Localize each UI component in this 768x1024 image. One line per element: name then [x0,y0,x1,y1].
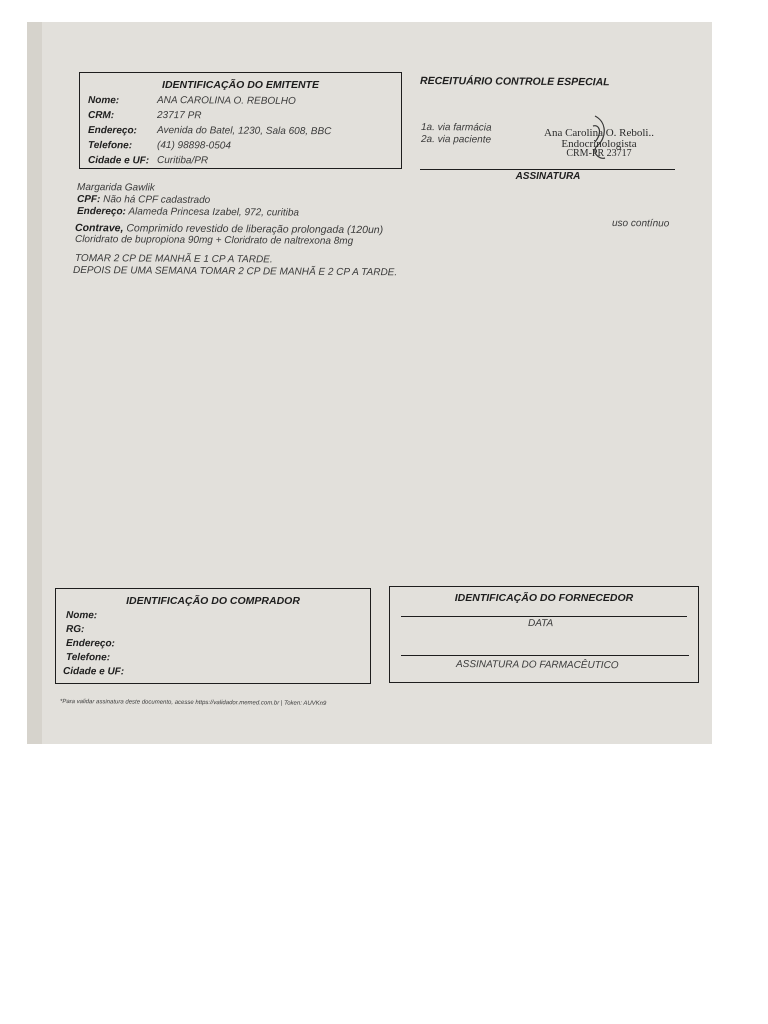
pharmacist-signature-line [401,655,689,656]
field-label: Endereço: [87,125,137,137]
drug-description: Comprimido revestido de liberação prolongada (120un) [126,222,384,237]
emitente-field-nome [88,96,119,106]
emitente-value-nome: ANA CAROLINA O. REBOLHO [156,95,296,107]
emitente-title: IDENTIFICAÇÃO DO EMITENTE [162,79,319,91]
paper-edge-shadow [27,22,42,744]
signature-label: ASSINATURA [515,171,581,182]
instruction-2: DEPOIS DE UMA SEMANA TOMAR 2 CP DE MANHÃ E 2 CP A TARDE. [72,265,398,279]
via-paciente: 2a. via paciente [420,134,492,146]
doctor-stamp-line2: Endocrinologista [561,138,637,150]
comprador-field-telefone: Telefone: [65,652,111,664]
comprador-title: IDENTIFICAÇÃO DO COMPRADOR [126,595,300,607]
drug-composition: Cloridrato de bupropiona 90mg + Cloridrato de naltrexona 8mg [74,234,354,247]
field-label: Cidade e UF: [87,155,150,167]
receituario-title: RECEITUÁRIO CONTROLE ESPECIAL [419,75,610,89]
signature-line [420,169,675,170]
validation-footnote: *Para validar assinatura deste documento, acesse https://validador.memed.com.br | Token: AUVKn9 [59,699,327,707]
drug-name: Contrave, [74,222,124,235]
emitente-field-endereco [88,126,137,136]
emitente-value-cidade: Curitiba/PR [156,155,209,167]
cpf-label: CPF: [76,194,101,206]
fornecedor-title: IDENTIFICAÇÃO DO FORNECEDOR [454,592,634,604]
usage-note: uso contínuo [611,218,670,230]
comprador-field-rg: RG: [65,624,85,636]
emitente-value-telefone: (41) 98898-0504 [156,140,231,152]
address-value: Alameda Princesa Izabel, 972, curitiba [128,206,300,219]
emitente-value-endereco: Avenida do Batel, 1230, Sala 608, BBC [156,125,332,138]
field-label: Nome: [87,95,120,107]
doctor-stamp-line1: Ana Carolina O. Reboli.. [544,127,654,139]
address-label: Endereço: [76,206,126,218]
comprador-field-endereco: Endereço: [65,638,115,650]
patient-name: Margarida Gawlik [76,182,155,194]
instruction-1: TOMAR 2 CP DE MANHÃ E 1 CP A TARDE. [74,253,273,266]
cpf-value: Não há CPF cadastrado [103,194,211,206]
pharmacist-signature-label: ASSINATURA DO FARMACÊUTICO [455,659,619,672]
field-label: CRM: [87,110,115,122]
via-farmacia: 1a. via farmácia [420,122,492,134]
handwritten-signature [585,112,615,164]
field-label: Telefone: [87,140,133,152]
comprador-field-nome: Nome: [65,610,98,622]
emitente-value-crm: 23717 PR [156,110,202,122]
patient-address [77,207,299,219]
patient-cpf [77,195,210,206]
data-label: DATA [527,618,554,630]
emitente-field-telefone [88,141,132,151]
emitente-field-crm [88,111,114,121]
comprador-field-cidade: Cidade e UF: [62,666,125,678]
doctor-stamp-line3: CRM-PR 23717 [566,148,632,159]
data-line [401,616,687,617]
emitente-field-cidade [88,156,149,166]
